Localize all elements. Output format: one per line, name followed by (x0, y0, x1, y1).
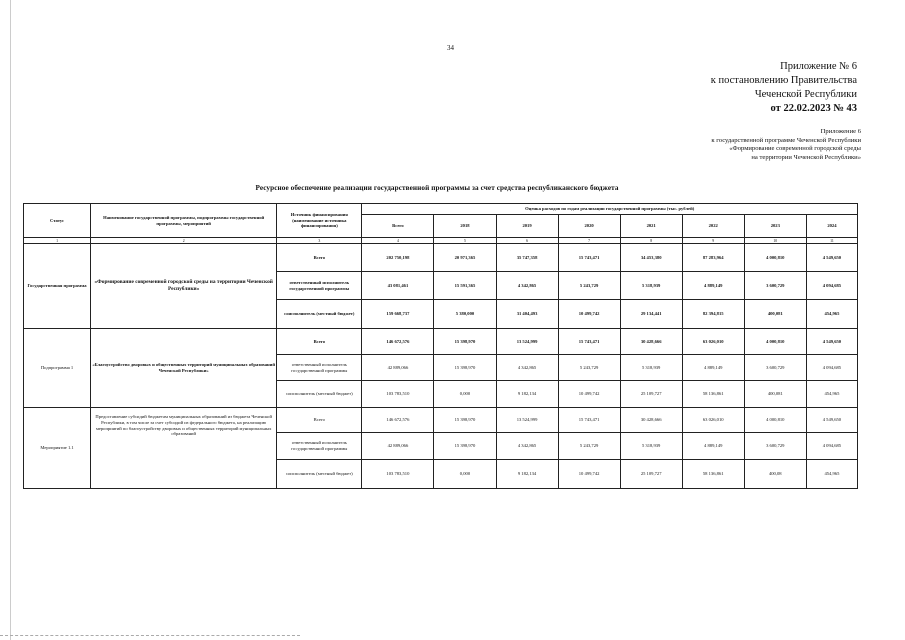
cell-value: 10 499,742 (558, 381, 620, 408)
cell-value: 9 182,134 (496, 381, 558, 408)
column-number: 10 (744, 238, 806, 244)
column-number: 11 (806, 238, 857, 244)
cell-value: 146 672,576 (362, 329, 434, 355)
cell-value: 82 394,815 (682, 300, 744, 329)
cell-value: 63 026,010 (682, 408, 744, 433)
cell-value: 34 453,380 (620, 244, 682, 272)
row-source: Всего (277, 329, 362, 355)
cell-value: 103 783,510 (362, 460, 434, 489)
cell-value: 5 318,939 (620, 355, 682, 381)
year-header: 2019 (496, 215, 558, 238)
cell-value: 5 243,729 (558, 433, 620, 460)
table-row (24, 244, 858, 272)
cell-value: 454,965 (806, 300, 857, 329)
program-appendix-line4: на территории Чеченской Республики» (751, 153, 861, 161)
header-estimate: Оценка расходов по годам реализации государственной программы (тыс. рублей) (362, 204, 858, 215)
row-source: соисполнитель (местный бюджет) (277, 381, 362, 408)
cell-value: 20 971,365 (434, 244, 496, 272)
row-status: Государственная программа (24, 244, 91, 329)
cell-value: 15 398,970 (434, 329, 496, 355)
appendix-line3: Чеченской Республики (754, 89, 857, 100)
program-appendix-line1: Приложение 6 (820, 128, 861, 135)
cell-value: 10 499,742 (558, 300, 620, 329)
table-row (24, 329, 858, 355)
column-number: 5 (434, 238, 496, 244)
cell-value: 13 524,999 (496, 329, 558, 355)
appendix-header (711, 60, 857, 116)
cell-value: 4 342,865 (496, 433, 558, 460)
cell-value: 400,081 (744, 300, 806, 329)
year-header: 2024 (806, 215, 857, 238)
column-number: 6 (496, 238, 558, 244)
column-number: 3 (277, 238, 362, 244)
cell-value: 31 404,493 (496, 300, 558, 329)
row-source: Всего (277, 244, 362, 272)
column-number: 7 (558, 238, 620, 244)
appendix-line1: Приложение № 6 (780, 61, 857, 72)
page-number: 34 (447, 44, 454, 52)
column-number: 2 (91, 238, 277, 244)
cell-value: 0,000 (434, 460, 496, 489)
cell-value: 202 750,198 (362, 244, 434, 272)
cell-value: 454,965 (806, 460, 857, 489)
year-header: 2022 (682, 215, 744, 238)
cell-value: 4 094,685 (806, 272, 857, 300)
column-number: 4 (362, 238, 434, 244)
year-header: 2021 (620, 215, 682, 238)
appendix-line4: от 22.02.2023 № 43 (770, 103, 857, 114)
row-status: Подпрограмма 1 (24, 329, 91, 408)
row-name: «Формирование современной городской среды на территории Чеченской Республики» (91, 244, 277, 329)
cell-value: 25 109,727 (620, 460, 682, 489)
cell-value: 4 000,810 (744, 244, 806, 272)
cell-value: 15 398,970 (434, 355, 496, 381)
cell-value: 454,965 (806, 381, 857, 408)
cell-value: 30 428,666 (620, 408, 682, 433)
cell-value: 4 889,149 (682, 272, 744, 300)
cell-value: 13 524,999 (496, 408, 558, 433)
cell-value: 5 380,000 (434, 300, 496, 329)
year-header: 2018 (434, 215, 496, 238)
table-row (24, 408, 858, 433)
cell-value: 15 743,471 (558, 329, 620, 355)
document-title: Ресурсное обеспечение реализации государственной программы за счет средства республиканского бюджета (255, 184, 619, 192)
cell-value: 4 000,810 (744, 408, 806, 433)
cell-value: 5 243,729 (558, 355, 620, 381)
cell-value: 4 549,650 (806, 244, 857, 272)
row-name: Предоставление субсидий бюджетам муниципальных образований из бюджета Чеченской Республики, в том числе за счет субсидий из федерального бюджета, на реализацию мероприятий по благоустройству дворовых и общественных территорий муниципальных образований (91, 408, 277, 489)
cell-value: 58 136,861 (682, 381, 744, 408)
cell-value: 3 600,729 (744, 433, 806, 460)
cell-value: 159 668,737 (362, 300, 434, 329)
cell-value: 4 342,865 (496, 355, 558, 381)
cell-value: 400,08 (744, 460, 806, 489)
row-source: Всего (277, 408, 362, 433)
cell-value: 10 499,742 (558, 460, 620, 489)
cell-value: 4 000,810 (744, 329, 806, 355)
cell-value: 15 743,471 (558, 244, 620, 272)
header-status: Статус (24, 204, 91, 238)
cell-value: 4 549,650 (806, 329, 857, 355)
cell-value: 58 136,861 (682, 460, 744, 489)
year-header: 2020 (558, 215, 620, 238)
cell-value: 103 783,510 (362, 381, 434, 408)
cell-value: 4 094,685 (806, 355, 857, 381)
cell-value: 4 889,149 (682, 433, 744, 460)
column-number: 9 (682, 238, 744, 244)
cell-value: 146 672,576 (362, 408, 434, 433)
program-appendix-line2: к государственной программе Чеченской Республики (711, 136, 861, 144)
program-appendix-line3: «Формирование современной городской среды (729, 145, 861, 153)
cell-value: 15 743,471 (558, 408, 620, 433)
cell-value: 87 283,964 (682, 244, 744, 272)
cell-value: 4 889,149 (682, 355, 744, 381)
year-header: Всего (362, 215, 434, 238)
row-source: соисполнитель (местный бюджет) (277, 460, 362, 489)
budget-table (23, 203, 858, 489)
cell-value: 4 549,650 (806, 408, 857, 433)
header-source: Источник финансирования (наименование источника финансирования) (277, 204, 362, 238)
cell-value: 15 591,365 (434, 272, 496, 300)
appendix-line2: к постановлению Правительства (710, 75, 857, 86)
row-status: Мероприятие 1.1 (24, 408, 91, 489)
cell-value: 15 398,970 (434, 408, 496, 433)
cell-value: 30 428,666 (620, 329, 682, 355)
cell-value: 4 094,685 (806, 433, 857, 460)
row-name: «Благоустройство дворовых и общественных территорий муниципальных образований Чеченской Республики» (91, 329, 277, 408)
cell-value: 42 889,066 (362, 355, 434, 381)
table-body (24, 244, 858, 489)
cell-value: 29 134,441 (620, 300, 682, 329)
row-source: соисполнитель (местный бюджет) (277, 300, 362, 329)
cell-value: 5 243,729 (558, 272, 620, 300)
cell-value: 400,081 (744, 381, 806, 408)
cell-value: 15 398,970 (434, 433, 496, 460)
cell-value: 25 109,727 (620, 381, 682, 408)
column-number: 8 (620, 238, 682, 244)
row-source: ответственный исполнитель государственной программы (277, 355, 362, 381)
cell-value: 0,000 (434, 381, 496, 408)
cell-value: 4 342,865 (496, 272, 558, 300)
cell-value: 42 889,066 (362, 433, 434, 460)
cell-value: 5 318,939 (620, 272, 682, 300)
cell-value: 63 026,010 (682, 329, 744, 355)
cell-value: 5 318,939 (620, 433, 682, 460)
program-appendix (711, 128, 861, 162)
cell-value: 3 600,729 (744, 355, 806, 381)
year-header: 2023 (744, 215, 806, 238)
cell-value: 43 081,461 (362, 272, 434, 300)
cell-value: 35 747,358 (496, 244, 558, 272)
cell-value: 3 600,729 (744, 272, 806, 300)
row-source: ответственный исполнитель государственной программы (277, 433, 362, 460)
scan-artifact (0, 633, 300, 636)
cell-value: 9 182,134 (496, 460, 558, 489)
scan-edge (10, 0, 11, 640)
row-source: ответственный исполнитель государственной программы (277, 272, 362, 300)
header-name: Наименование государственной программы, подпрограммы государственной программы, мероприятий (91, 204, 277, 238)
column-number: 1 (24, 238, 91, 244)
